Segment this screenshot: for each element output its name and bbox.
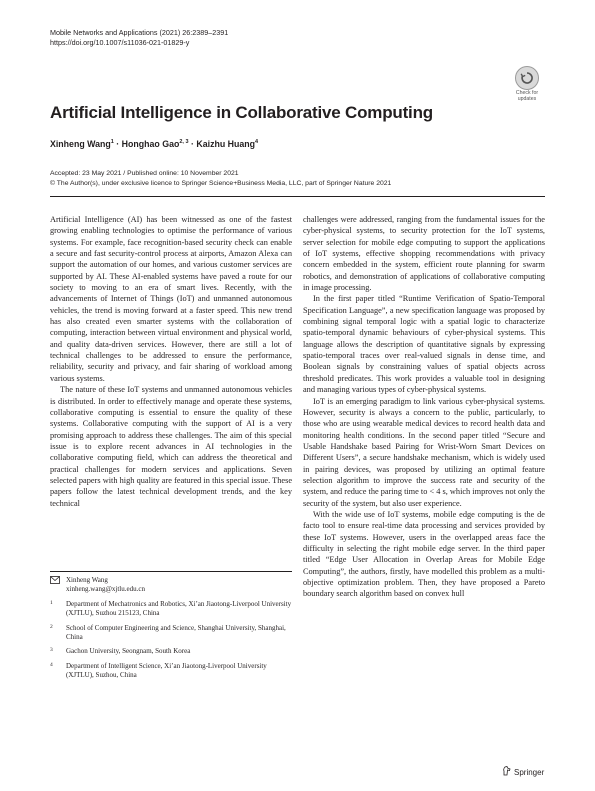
affiliation-number: 3 xyxy=(50,647,53,654)
contact-author xyxy=(50,576,292,595)
author-affiliation-mark: 1 xyxy=(110,139,114,146)
body-paragraph: Artificial Intelligence (AI) has been witnessed as one of the fastest growing enabling technologies to optimise the performance of various systems. For example, face recognition-based security check can enable a secure and fast security-control process at airports, Amazon Alexa can support the automation of our homes, and various customer services are supported by AI. These AI-enabled systems have paved a route for our society to moving to an era of smart lives. Recently, with the advancements of Internet of Things (IoT) and unmanned autonomous vehicles, the trend is moving forward at a faster speed. This new trend has also created even smarter systems with the collaboration of computing, interaction between virtual environment and physical world, and quality data-driven services. However, there are still a lot of technical challenges to be addressed to ensure the performance, reliability, security and privacy, and fair sharing of workload among various systems. xyxy=(50,215,292,383)
author-affiliation-mark: 2, 3 xyxy=(179,139,189,146)
footnote-divider xyxy=(50,571,292,572)
author-name[interactable]: Honghao Gao xyxy=(121,139,180,149)
affiliation-item xyxy=(50,662,292,681)
author-separator: · xyxy=(190,139,194,149)
check-for-updates-badge[interactable] xyxy=(509,66,545,102)
badge-label-line1: Check for xyxy=(515,90,539,96)
affiliation-text: Department of Intelligent Science, Xi’an Jiaotong-Liverpool University (XJTLU), Suzhou, China xyxy=(66,661,267,680)
author-name[interactable]: Kaizhu Huang xyxy=(196,139,256,149)
affiliation-item xyxy=(50,624,292,643)
badge-label-line2: updates xyxy=(517,95,537,102)
publication-dates: Accepted: 23 May 2021 / Published online: 10 November 2021 xyxy=(50,170,239,177)
journal-citation: Mobile Networks and Applications (2021) 26:2389–2391 xyxy=(50,28,229,37)
body-column-right xyxy=(303,214,545,600)
affiliation-text: School of Computer Engineering and Science, Shanghai University, Shanghai, China xyxy=(66,623,286,642)
author-name[interactable]: Xinheng Wang xyxy=(50,139,111,149)
author-affiliation-mark: 4 xyxy=(255,139,259,146)
body-paragraph: The nature of these IoT systems and unmanned autonomous vehicles is distributed. In order to effectively manage and operate these systems, collaborative computing is essential to ensure the quality of these systems. Collaborative computing with the support of AI is a very promising approach to address these challenges. The aim of this special issue is to explore recent advances in AI technologies in the collaborative computing field, which can address the theoretical and practical challenges for modern services and applications. Seven selected papers with high quality are featured in this special issue. These papers follow the latest technical development trends, and the key technical xyxy=(50,385,292,508)
contact-name: Xinheng Wang xyxy=(66,576,108,584)
affiliation-text: Department of Mechatronics and Robotics, Xi’an Jiaotong-Liverpool University (XJTLU), Suzhou 215123, China xyxy=(66,599,292,618)
publisher-name: Springer xyxy=(514,767,545,777)
envelope-icon xyxy=(50,576,66,595)
affiliation-number: 2 xyxy=(50,623,53,630)
footnotes xyxy=(50,576,292,686)
journal-header xyxy=(50,28,228,48)
affiliation-number: 4 xyxy=(50,661,53,668)
affiliation-item xyxy=(50,647,292,656)
copyright-notice: © The Author(s), under exclusive licence to Springer Science+Business Media, LLC, part of Springer Nature 2021 xyxy=(50,180,392,187)
author-separator: · xyxy=(116,139,120,149)
publication-info xyxy=(50,169,391,189)
body-paragraph: With the wide use of IoT systems, mobile edge computing is the de facto tool to ensure real-time data processing and services provided by these IoT systems. However, users in the overlapped areas face the difficulty in selecting the right mobile edge server. In the third paper titled “Edge User Allocation in Overlap Areas for Mobile Edge Computing”, the authors, firstly, have modelled this problem as a multi-objective optimization problem. Then, they have proposed a Pareto boundary search algorithm based on convex hull xyxy=(303,509,545,599)
doi-link[interactable]: https://doi.org/10.1007/s11036-021-01829-y xyxy=(50,38,190,47)
body-column-left xyxy=(50,214,292,509)
author-list xyxy=(50,139,258,149)
affiliation-item xyxy=(50,600,292,619)
publisher-logo xyxy=(502,766,544,778)
contact-email[interactable]: xinheng.wang@xjtlu.edu.cn xyxy=(66,585,145,594)
affiliation-number: 1 xyxy=(50,599,53,606)
springer-horse-icon xyxy=(502,766,511,778)
body-paragraph: challenges were addressed, ranging from the fundamental issues for the cyber-physical systems, to security protection for the IoT systems, server selection for mobile edge computing to support the applications of IoT systems, effective shopping recommendations with privacy concern embedded in the system, efficient route planning for swarm robotics, and demonstration of applications of collaborative computing in image processing. xyxy=(303,215,545,293)
body-paragraph: IoT is an emerging paradigm to link various cyber-physical systems. However, security is always a concern to the public, particularly, to those who are using wearable medical devices to record health data and monitoring health conditions. In the second paper titled “Secure and Usable Handshake based Pairing for Wrist-Worn Smart Devices on Different Users”, a secure handshake mechanism, which is widely used in pairing devices, was proposed by utilizing an optimal feature selection algorithm to improve the success rate and security of the system, and reduce the paring time to < 4 s, which improves not only the security of the system, but also user experience. xyxy=(303,396,545,508)
affiliation-text: Gachon University, Seongnam, South Korea xyxy=(66,647,191,656)
article-title: Artificial Intelligence in Collaborative Computing xyxy=(50,103,433,122)
header-divider xyxy=(50,196,545,197)
body-paragraph: In the first paper titled “Runtime Verification of Spatio-Temporal Specification Language”, a new specification language was proposed by combining signal temporal logic with a spatial logic to characterize spatio-temporal dynamic behaviours of cyber-physical systems. This language allows the description of quantitative signals by expressing spatio-temporal traces over real-valued signals in dense time, and Boolean signals by constraining values of spatial objects across threshold predicates. This work provides a valuable tool in designing and managing various types of cyber-physical systems. xyxy=(303,294,545,395)
refresh-icon xyxy=(515,66,539,90)
